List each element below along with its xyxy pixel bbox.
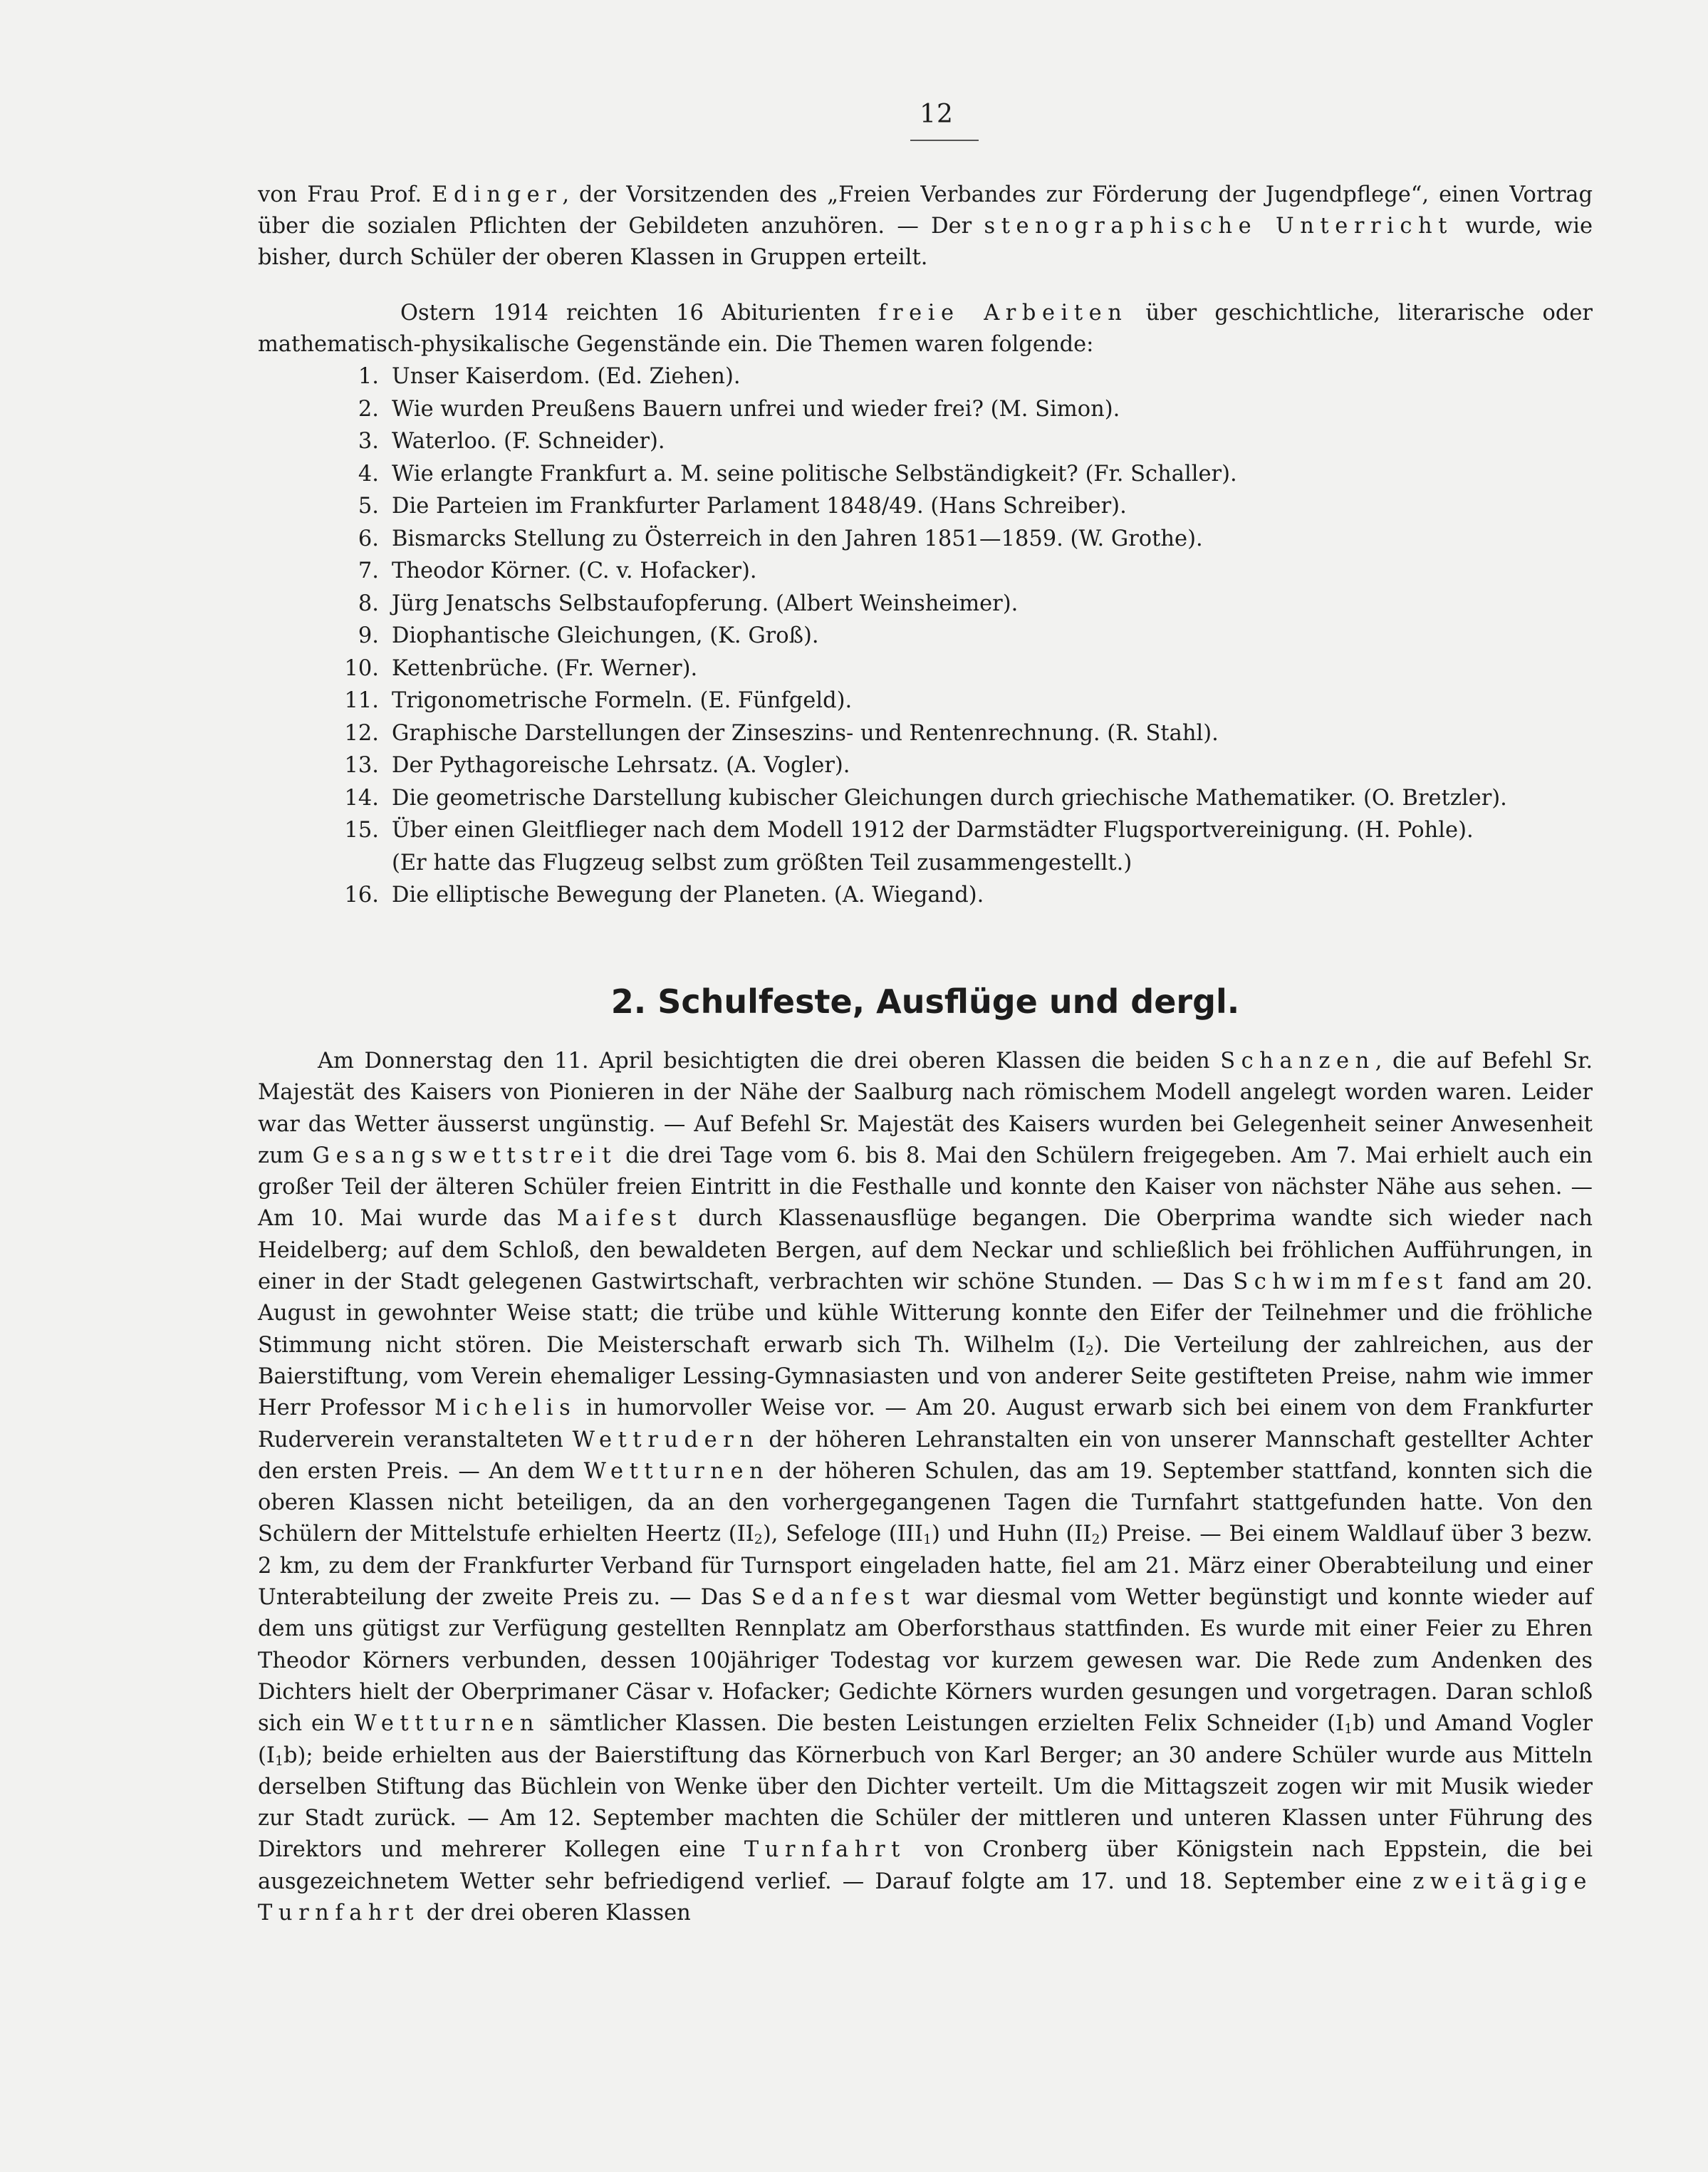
list-item: [335, 717, 1617, 750]
list-number: 3.: [358, 429, 379, 454]
list-number: 10.: [344, 655, 379, 681]
subscript: 1: [274, 1752, 283, 1769]
text-run: ). Die Verteilung der zahlreichen, aus der Baierstiftung, vom Verein ehemaliger Lessing-Gymnasiasten und von anderer Seite gestifteten Preise, nahm wie immer Herr Professor: [258, 1332, 1593, 1421]
list-number: 9.: [358, 623, 379, 648]
text-run: wurde, wie bisher, durch Schüler der oberen Klassen in Gruppen erteilt.: [258, 214, 1593, 270]
spaced-term: freie Arbeiten: [878, 301, 1128, 326]
list-text: Wie wurden Preußens Bauern unfrei und wieder frei? (M. Simon).: [392, 396, 1120, 422]
list-number: 6.: [358, 526, 379, 551]
spaced-term: zweitägige Turnfahrt: [258, 1869, 1593, 1926]
text-run: b) und Amand Vogler (I: [258, 1711, 1593, 1768]
page-number-rule: [910, 140, 979, 141]
list-text: Waterloo. (F. Schneider).: [392, 429, 665, 454]
list-text: Trigonometrische Formeln. (E. Fünfgeld).: [392, 688, 853, 713]
list-text: Bismarcks Stellung zu Österreich in den Jahren 1851—1859. (W. Grothe).: [392, 526, 1203, 551]
spaced-term: Wettturnen: [354, 1711, 541, 1737]
spaced-name: Edinger: [432, 182, 563, 207]
list-number: 2.: [358, 396, 379, 422]
section-heading: 2. Schulfeste, Ausflüge und dergl.: [610, 982, 1240, 1021]
list-item: [335, 685, 1617, 717]
list-text: Die Parteien im Frankfurter Parlament 1848/49. (Hans Schreiber).: [392, 494, 1127, 519]
subscript: 1: [1344, 1721, 1353, 1737]
list-number: 11.: [344, 688, 379, 713]
text-run: , die auf Befehl Sr. Majestät des Kaisers von Pionieren in der Nähe der Saalburg nach römischem Modell angelegt worden waren. Leider war das Wetter äusserst ungünstig. — Auf Befehl Sr. Majestät des Kaisers wurden bei Gelegenheit seiner Anwesenheit zum: [258, 1049, 1593, 1168]
text-run: Ostern 1914 reichten 16 Abiturienten: [400, 301, 879, 326]
text-run: b); beide erhielten aus der Baierstiftung das Körnerbuch von Karl Berger; an 30 andere Schüler wurde aus Mitteln derselben Stiftung das Büchlein von Wenke über den Dichter verteilt. Um die Mittagszeit zogen wir mit Musik wieder zur Stadt zurück. — Am 12. September machten die Schüler der mittleren und unteren Klassen unter Führung des Direktors und mehrerer Kollegen eine: [258, 1742, 1593, 1863]
text-run: ), Sefeloge (III: [762, 1522, 923, 1547]
list-number: 8.: [358, 591, 379, 616]
list-number: 15.: [344, 818, 379, 843]
list-item: [335, 393, 1617, 426]
list-item: [335, 360, 1617, 393]
page-number: 12: [920, 100, 954, 129]
subscript: 2: [1085, 1342, 1095, 1358]
list-text: Die geometrische Darstellung kubischer Gleichungen durch griechische Mathematiker. (O. Bretzler).: [392, 785, 1507, 811]
subscript: 2: [754, 1532, 763, 1548]
text-run: der höheren Lehranstalten ein von unserer Mannschaft gestellter Achter den ersten Preis. — An dem: [258, 1427, 1593, 1484]
list-note: (Er hatte das Flugzeug selbst zum größten Teil zusammengestellt.): [392, 850, 1132, 875]
list-text: Unser Kaiserdom. (Ed. Ziehen).: [392, 364, 741, 389]
text-run: fand am 20. August in gewohnter Weise statt; die trübe und kühle Witterung konnte den Eifer der Teilnehmer und die fröhliche Stimmung nicht stören. Die Meisterschaft erwarb sich Th. Wilhelm (I: [258, 1269, 1593, 1358]
list-item: [335, 555, 1617, 588]
spaced-term: Turnfahrt: [744, 1837, 906, 1863]
list-item: [335, 523, 1617, 556]
list-item: [335, 458, 1617, 491]
list-text: Theodor Körner. (C. v. Hofacker).: [392, 558, 757, 583]
section-body-paragraph: [258, 1046, 1593, 1929]
text-run: durch Klassenausflüge begangen. Die Oberprima wandte sich wieder nach Heidelberg; auf dem Schloß, den bewaldeten Bergen, auf dem Neckar und schließlich bei fröhlichen Aufführungen, in einer in der Stadt gelegenen Gastwirtschaft, verbrachten wir schöne Stunden. — Das: [258, 1206, 1593, 1295]
spaced-term: Schanzen: [1220, 1049, 1375, 1074]
spaced-term: Sedanfest: [751, 1585, 916, 1611]
text-run: , der Vorsitzenden des „Freien Verbandes zur Förderung der Jugendpflege“, einen Vortrag über die sozialen Pflichten der Gebildeten anzuhören. — Der: [258, 182, 1593, 239]
spaced-term: Wettturnen: [583, 1458, 770, 1484]
list-text: Der Pythagoreische Lehrsatz. (A. Vogler).: [392, 753, 850, 778]
list-item: [335, 814, 1617, 879]
list-item: [335, 588, 1617, 620]
list-number: 4.: [358, 461, 379, 487]
text-run: in humorvoller Weise vor. — Am 20. August erwarb sich bei einem von dem Frankfurter Ruderverein veranstalteten: [258, 1396, 1593, 1453]
list-item: [335, 425, 1617, 458]
text-run: über geschichtliche, literarische oder mathematisch-physikalische Gegenstände ein. Die Themen waren folgende:: [258, 301, 1593, 357]
list-number: 12.: [344, 720, 379, 746]
text-run: sämtlicher Klassen. Die besten Leistungen erzielten Felix Schneider (I: [540, 1711, 1345, 1737]
text-run: der drei oberen Klassen: [420, 1901, 691, 1926]
list-number: 1.: [358, 364, 379, 389]
list-number: 14.: [344, 785, 379, 811]
list-item: [335, 879, 1617, 912]
spaced-term: Schwimmfest: [1233, 1269, 1449, 1295]
list-text: Graphische Darstellungen der Zinseszins- und Rentenrechnung. (R. Stahl).: [392, 720, 1219, 746]
text-run: der höheren Schulen, das am 19. September stattfand, konnten sich die oberen Klassen nicht beteiligen, da an den vorhergegangenen Tagen die Turnfahrt stattgefunden hatte. Von den Schülern der Mittelstufe erhielten Heertz (II: [258, 1458, 1593, 1547]
list-number: 13.: [344, 753, 379, 778]
text-run: von Cronberg über Königstein nach Eppstein, die bei ausgezeichnetem Wetter sehr befriedigend verlief. — Darauf folgte am 17. und 18. September eine: [258, 1837, 1593, 1894]
list-number: 7.: [358, 558, 379, 583]
list-text: Diophantische Gleichungen, (K. Groß).: [392, 623, 819, 648]
text-run: ) und Huhn (II: [931, 1522, 1092, 1547]
text-run: die drei Tage vom 6. bis 8. Mai den Schülern freigegeben. Am 7. Mai erhielt auch ein großer Teil der älteren Schüler freien Eintritt in die Festhalle und konnte den Kaiser von nächster Nähe aus sehen. — Am 10. Mai wurde das: [258, 1143, 1593, 1232]
intro-paragraph-2: [258, 298, 1593, 360]
spaced-term: Gesangswettstreit: [312, 1143, 618, 1168]
list-text: Kettenbrüche. (Fr. Werner).: [392, 655, 698, 681]
list-item: [335, 620, 1617, 653]
subscript: 2: [1091, 1532, 1100, 1548]
text-run: war diesmal vom Wetter begünstigt und konnte wieder auf dem uns gütigst zur Verfügung gestellten Rennplatz am Oberforsthaus stattfinden. Es wurde mit einer Feier zu Ehren Theodor Körners verbunden, dessen 100jähriger Todestag vor kurzem gewesen war. Die Rede zum Andenken des Dichters hielt der Oberprimaner Cäsar v. Hofacker; Gedichte Körners wurden gesungen und vorgetragen. Daran schloß sich ein: [258, 1585, 1593, 1737]
list-item: [335, 749, 1617, 782]
intro-paragraph-1: [258, 180, 1593, 274]
list-text: Wie erlangte Frankfurt a. M. seine politische Selbständigkeit? (Fr. Schaller).: [392, 461, 1237, 487]
spaced-term: Wettrudern: [572, 1427, 760, 1453]
list-text: Jürg Jenatschs Selbstaufopferung. (Albert Weinsheimer).: [392, 591, 1019, 616]
list-text: Über einen Gleitflieger nach dem Modell 1912 der Darmstädter Flugsportvereinigung. (H. Pohle).: [392, 818, 1474, 843]
subscript: 1: [922, 1532, 932, 1548]
topic-list: [335, 360, 1617, 912]
list-item: [335, 653, 1617, 685]
list-text: Die elliptische Bewegung der Planeten. (A. Wiegand).: [392, 883, 984, 908]
spaced-term: Michelis: [434, 1396, 577, 1421]
text-run: ) Preise. — Bei einem Waldlauf über 3 bezw. 2 km, zu dem der Frankfurter Verband für Turnsport eingeladen hatte, fiel am 21. März einer Oberabteilung und einer Unterabteilung der zweite Preis zu. — Das: [258, 1522, 1593, 1611]
list-number: 16.: [344, 883, 379, 908]
text-run: von Frau Prof.: [258, 182, 432, 207]
spaced-term: Maifest: [556, 1206, 683, 1232]
list-item: [335, 490, 1617, 523]
text-run: Am Donnerstag den 11. April besichtigten die drei oberen Klassen die beiden: [318, 1049, 1221, 1074]
list-number: 5.: [358, 494, 379, 519]
spaced-term: stenographische Unterricht: [984, 214, 1453, 239]
list-item: [335, 782, 1617, 815]
